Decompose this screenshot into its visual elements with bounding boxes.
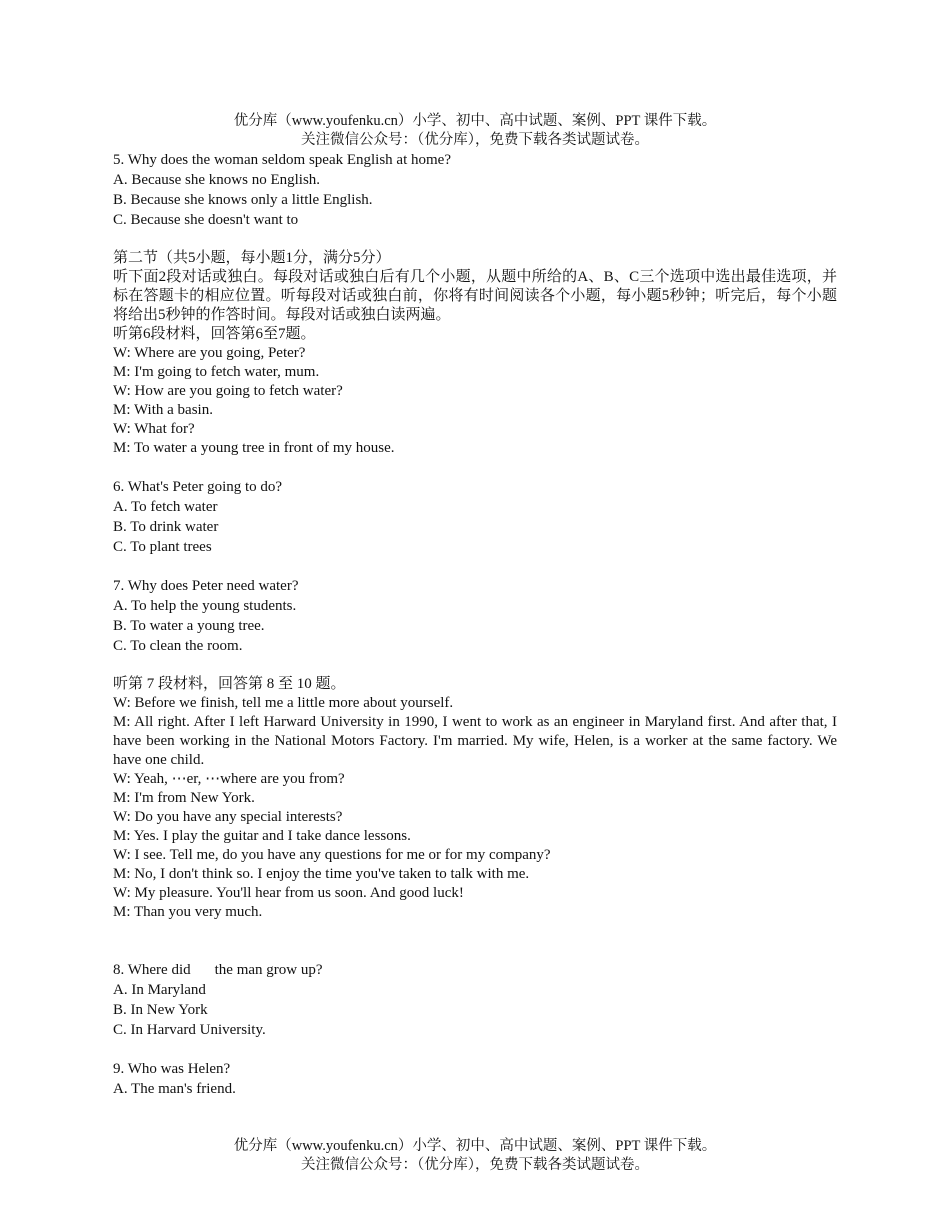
dialogue-line: M: Than you very much. [113,904,263,920]
spacer [113,230,837,249]
footer-line-1: 优分库（www.youfenku.cn）小学、初中、高中试题、案例、PPT 课件下载。 [233,1138,717,1154]
dialogue-line: W: My pleasure. You'll hear from us soon. And good luck! [113,885,464,901]
q8-option-c: C. In Harvard University. [113,1022,266,1038]
q6-question: 6. What's Peter going to do? [113,479,283,495]
section2-instructions: 听下面2段对话或独白。每段对话或独白后有几个小题，从题中所给的A、B、C三个选项中选出最佳选项，并标在答题卡的相应位置。听每段对话或独白前，你将有时间阅读各个小题，每小题5秒钟；听完后，每个小题将给出5秒钟的作答时间。每段对话或独白读两遍。 [113,269,837,323]
page-header [0,112,950,150]
q5-option-c: C. Because she doesn't want to [113,212,299,228]
q6-option-b: B. To drink water [113,519,219,535]
dialogue-line: M: To water a young tree in front of my house. [113,440,395,456]
dialogue-line: M: I'm from New York. [113,790,255,806]
dialogue-line: M: With a basin. [113,402,213,418]
page-footer [0,1137,950,1175]
q9-option-a: A. The man's friend. [113,1081,236,1097]
document-body [113,150,837,1099]
q6-option-a: A. To fetch water [113,499,218,515]
q7-option-c: C. To clean the room. [113,638,243,654]
dialogue-line: W: Do you have any special interests? [113,809,343,825]
dialogue-paragraph: M: All right. After I left Harward University in 1990, I went to work as an engineer in Maryland first. And after that, I have been working in the National Motors Factory. I'm married. My wife, Helen, is a worker at the same factory. We have one child. [113,714,837,768]
spacer [113,922,837,960]
spacer [113,656,837,675]
q6-option-c: C. To plant trees [113,539,212,555]
q8-option-a: A. In Maryland [113,982,206,998]
material6-intro: 听第6段材料，回答第6至7题。 [113,326,316,342]
q7-option-b: B. To water a young tree. [113,618,265,634]
q7-option-a: A. To help the young students. [113,598,297,614]
q8-question-part1: 8. Where did [113,962,191,978]
dialogue-line: M: I'm going to fetch water, mum. [113,364,320,380]
q8-question-part2: the man grow up? [214,962,323,978]
spacer [113,1040,837,1059]
dialogue-line: W: What for? [113,421,195,437]
dialogue-line: W: Where are you going, Peter? [113,345,306,361]
dialogue-line: W: Before we finish, tell me a little more about yourself. [113,695,454,711]
footer-line-2: 关注微信公众号：（优分库），免费下载各类试题试卷。 [301,1157,649,1173]
section2-title: 第二节（共5小题，每小题1分，满分5分） [113,250,391,266]
q5-question: 5. Why does the woman seldom speak English at home? [113,152,451,168]
q5-option-b: B. Because she knows only a little English. [113,192,373,208]
spacer [113,557,837,576]
dialogue-line: M: No, I don't think so. I enjoy the time you've taken to talk with me. [113,866,530,882]
q5-option-a: A. Because she knows no English. [113,172,321,188]
header-line-1: 优分库（www.youfenku.cn）小学、初中、高中试题、案例、PPT 课件下载。 [233,113,717,129]
material7-intro: 听第 7 段材料，回答第 8 至 10 题。 [113,676,346,692]
q7-question: 7. Why does Peter need water? [113,578,299,594]
header-line-2: 关注微信公众号：（优分库），免费下载各类试题试卷。 [301,132,649,148]
spacer [113,458,837,477]
dialogue-line: W: How are you going to fetch water? [113,383,343,399]
q8-option-b: B. In New York [113,1002,208,1018]
dialogue-line: M: Yes. I play the guitar and I take dance lessons. [113,828,411,844]
q8-question [113,960,837,980]
dialogue-line: W: Yeah, ⋯er, ⋯where are you from? [113,771,345,787]
dialogue-line: W: I see. Tell me, do you have any questions for me or for my company? [113,847,551,863]
q9-question: 9. Who was Helen? [113,1061,231,1077]
